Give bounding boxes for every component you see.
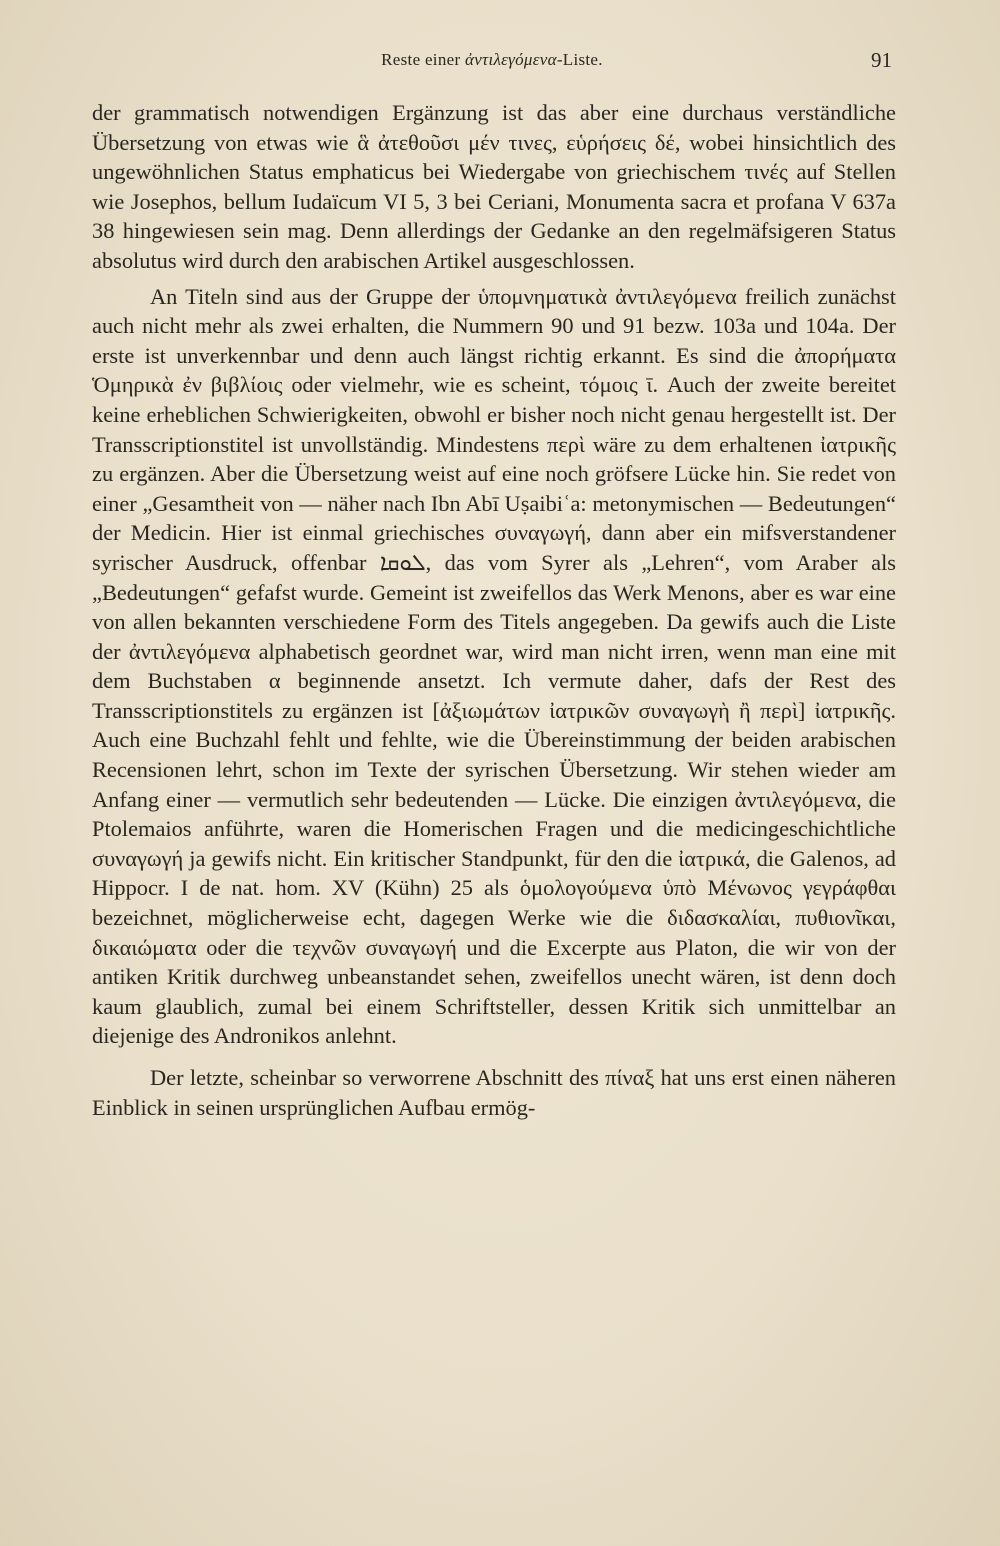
running-title — [92, 50, 892, 70]
paragraph-1: der grammatisch notwendigen Ergänzung ist das aber eine durchaus verständliche Übersetzung von etwas wie ἃ ἀτεθοῦσι μέν τινες, εὑρήσεις δέ, wobei hinsichtlich des ungewöhnlichen Status emphaticus bei Wiedergabe von griechischem τινές auf Stellen wie Josephos, bellum Iudaïcum VI 5, 3 bei Ceriani, Monumenta sacra et profana V 637a 38 hingewiesen sein mag. Denn allerdings der Gedanke an den regelmäfsigeren Status absolutus wird durch den arabischen Artikel ausgeschlossen. — [92, 100, 896, 273]
paragraph-gap — [92, 1051, 896, 1063]
running-title-suffix: -Liste. — [556, 50, 603, 69]
paragraph-3: Der letzte, scheinbar so verworrene Abschnitt des πίναξ hat uns erst einen näheren Einblick in seinen ursprünglichen Aufbau ermög- — [92, 1065, 896, 1120]
page-header — [92, 50, 892, 80]
paragraph-2: An Titeln sind aus der Gruppe der ὑπομνηματικὰ ἀντιλεγόμενα freilich zunächst auch nicht mehr als zwei erhalten, die Nummern 90 und 91 bezw. 103a und 104a. Der erste ist unverkennbar und denn auch längst richtig erkannt. Es sind die ἀπορήματα Ὁμηρικὰ ἐν βιβλίοις oder vielmehr, wie es scheint, τόμοις ῑ. Auch der zweite bereitet keine erheblichen Schwierigkeiten, obwohl er bisher noch nicht genau hergestellt ist. Der Transscriptionstitel ist unvollständig. Mindestens περὶ wäre zu dem erhaltenen ἰατρικῆς zu ergänzen. Aber die Übersetzung weist auf eine noch gröfsere Lücke hin. Sie redet von einer „Gesamtheit von — näher nach Ibn Abī Uṣaibiʿa: metonymischen — Bedeutungen“ der Medicin. Hier ist einmal griechisches συναγωγή, dann aber ein mifsverstandener syrischer Ausdruck, offenbar ܠܘܩܐ, das vom Syrer als „Lehren“, vom Araber als „Bedeutungen“ gefafst wurde. Gemeint ist zweifellos das Werk Menons, aber es war eine von allen bekannten verschiedene Form des Titels angegeben. Da gewifs auch die Liste der ἀντιλεγόμενα alphabetisch geordnet war, wird man nicht irren, wenn man eine mit dem Buchstaben α beginnende ansetzt. Ich vermute daher, dafs der Rest des Transscriptionstitels zu ergänzen ist [ἀξιωμάτων ἰατρικῶν συναγωγὴ ἢ περὶ] ἰατρικῆς. Auch eine Buchzahl fehlt und fehlte, wie die Übereinstimmung der beiden arabischen Recensionen lehrt, schon im Texte der syrischen Übersetzung. Wir stehen wieder am Anfang einer — vermutlich sehr bedeutenden — Lücke. Die einzigen ἀντιλεγόμενα, die Ptolemaios anführte, waren die Homerischen Fragen und die medicingeschichtliche συναγωγή ja gewifs nicht. Ein kritischer Standpunkt, für den die ἰατρικά, die Galenos, ad Hippocr. I de nat. hom. XV (Kühn) 25 als ὁμολογούμενα ὑπὸ Μένωνος γεγράφθαι bezeichnet, möglicherweise echt, dagegen Werke wie die διδασκαλίαι, πυθιονῖκαι, δικαιώματα oder die τεχνῶν συναγωγή und die Excerpte aus Platon, die wir von der antiken Kritik durchweg unbeanstandet sehen, zweifellos unecht wären, ist denn doch kaum glaublich, zumal bei einem Schriftsteller, dessen Kritik sich unmittelbar an diejenige des Andronikos anlehnt. — [92, 283, 897, 1049]
running-title-prefix: Reste einer — [381, 50, 465, 69]
running-title-greek: ἀντιλεγόμενα — [464, 50, 557, 69]
page-number: 91 — [871, 48, 892, 72]
body-text — [92, 98, 896, 1122]
